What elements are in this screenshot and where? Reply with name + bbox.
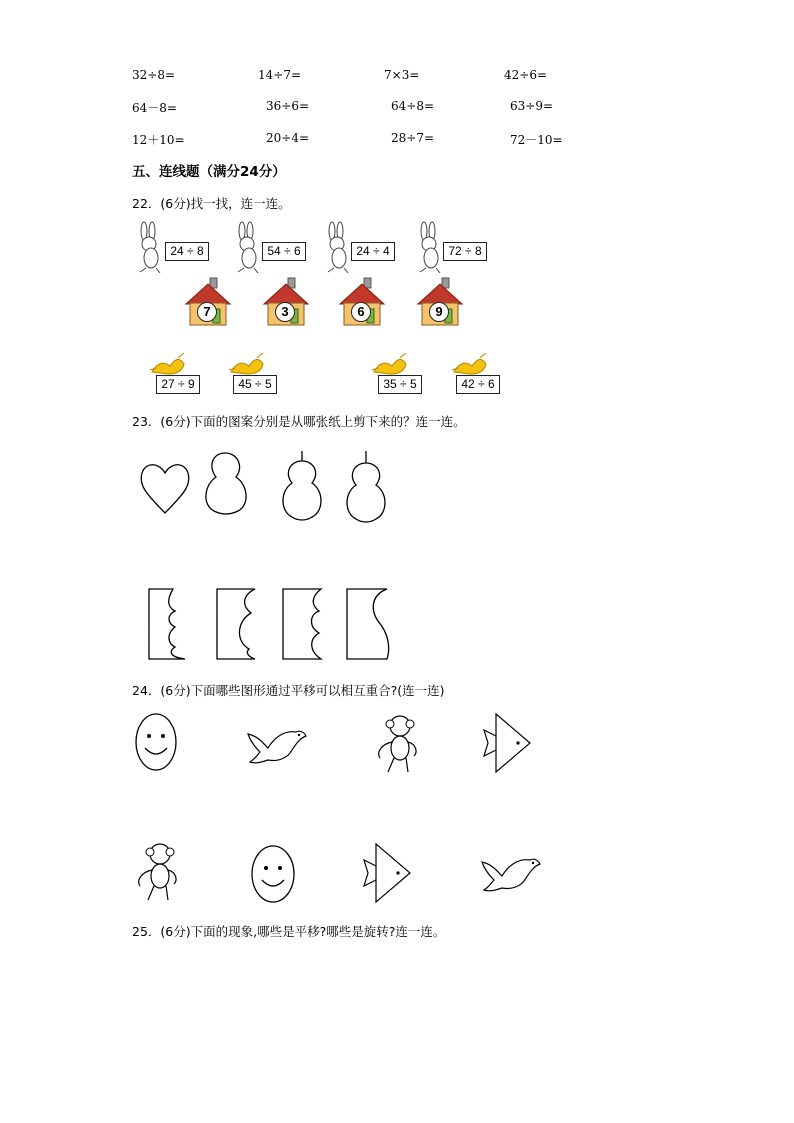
paper-piece xyxy=(149,589,185,659)
bird-card: 27 ÷ 9 xyxy=(156,375,200,394)
rabbit-card: 54 ÷ 6 xyxy=(262,242,306,261)
house-number: 9 xyxy=(429,302,449,322)
equation: 72－10= xyxy=(510,133,563,147)
section-title: 五、连线题（满分24分） xyxy=(132,164,286,180)
smiley-icon xyxy=(250,844,296,904)
equation: 36÷6= xyxy=(266,99,310,113)
paper-piece xyxy=(283,589,321,659)
paper-piece xyxy=(347,589,389,659)
house-number: 6 xyxy=(351,302,371,322)
smiley-icon xyxy=(134,712,178,772)
equation: 42÷6= xyxy=(504,68,548,82)
rabbit-card: 72 ÷ 8 xyxy=(443,242,487,261)
monkey-icon xyxy=(372,712,420,776)
question-22-text: 22．(6分)找一找，连一连。 xyxy=(132,196,291,211)
gourd-shape xyxy=(206,453,246,514)
dove-icon xyxy=(478,846,542,894)
monkey-icon xyxy=(132,840,180,904)
equation: 32÷8= xyxy=(132,68,176,82)
bird-card: 35 ÷ 5 xyxy=(378,375,422,394)
cut-shapes xyxy=(130,445,410,530)
rabbit-card: 24 ÷ 4 xyxy=(351,242,395,261)
fish-icon xyxy=(362,842,414,904)
bird-card: 45 ÷ 5 xyxy=(233,375,277,394)
equation: 64÷8= xyxy=(391,99,435,113)
rabbit-card: 24 ÷ 8 xyxy=(165,242,209,261)
house-number: 7 xyxy=(197,302,217,322)
paper-pieces xyxy=(145,585,395,665)
question-24-text: 24．(6分)下面哪些图形通过平移可以相互重合?(连一连) xyxy=(132,683,445,698)
equation: 20÷4= xyxy=(266,131,310,145)
equation: 7×3= xyxy=(384,68,420,82)
equation: 12＋10= xyxy=(132,133,185,147)
equation: 63÷9= xyxy=(510,99,554,113)
equation: 64－8= xyxy=(132,101,177,115)
paper-piece xyxy=(217,589,255,659)
house-number: 3 xyxy=(275,302,295,322)
equation: 14÷7= xyxy=(258,68,302,82)
gourd-stem-shape xyxy=(347,451,385,522)
question-25-text: 25．(6分)下面的现象,哪些是平移?哪些是旋转?连一连。 xyxy=(132,924,446,939)
gourd-stem-shape xyxy=(283,451,321,520)
equation: 28÷7= xyxy=(391,131,435,145)
fish-icon xyxy=(482,712,534,774)
bird-card: 42 ÷ 6 xyxy=(456,375,500,394)
heart-shape xyxy=(141,465,189,513)
dove-icon xyxy=(244,718,308,766)
question-23-text: 23．(6分)下面的图案分别是从哪张纸上剪下来的？连一连。 xyxy=(132,414,466,429)
